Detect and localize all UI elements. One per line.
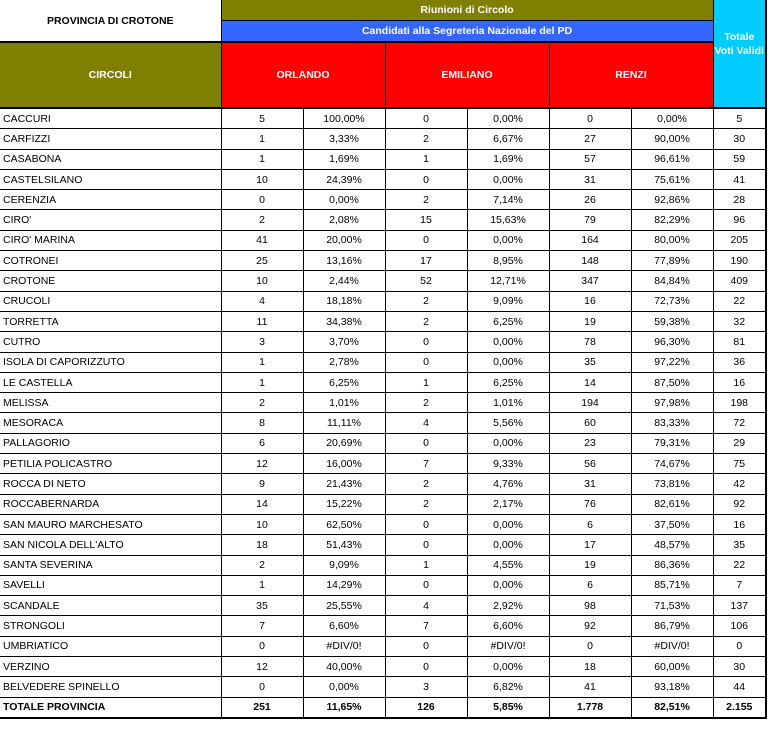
circolo-name: CUTRO [0,332,221,352]
table-row [0,311,766,331]
total-valid-votes-header: Totale Voti Validi [713,0,766,108]
circolo-name: ROCCABERNARDA [0,494,221,514]
renzi-votes: 148 [549,251,631,271]
renzi-votes: 0 [549,108,631,129]
emiliano-percent: 6,67% [467,129,549,149]
total-valid-votes: 106 [713,616,766,636]
renzi-percent: 74,67% [631,454,713,474]
orlando-percent: 1,01% [303,393,385,413]
total-valid-votes: 16 [713,514,766,534]
orlando-votes: 9 [221,474,303,494]
total-valid-votes: 96 [713,210,766,230]
emiliano-percent: 0,00% [467,108,549,129]
renzi-percent: 72,73% [631,291,713,311]
orlando-percent: 2,08% [303,210,385,230]
orlando-votes: 0 [221,190,303,210]
emiliano-percent: 9,09% [467,291,549,311]
circolo-name: CASABONA [0,149,221,169]
circolo-name: CACCURI [0,108,221,129]
orlando-percent: 2,78% [303,352,385,372]
table-row [0,413,766,433]
orlando-votes: 1 [221,575,303,595]
orlando-percent: 6,60% [303,616,385,636]
emiliano-votes: 3 [385,677,467,697]
table-row [0,149,766,169]
emiliano-votes: 7 [385,616,467,636]
renzi-percent: 37,50% [631,514,713,534]
renzi-votes: 6 [549,575,631,595]
total-valid-votes: 30 [713,657,766,677]
orlando-percent: 1,69% [303,149,385,169]
renzi-votes: 92 [549,616,631,636]
orlando-percent: 18,18% [303,291,385,311]
emiliano-percent: 6,82% [467,677,549,697]
orlando-percent: 3,33% [303,129,385,149]
circolo-name: CRUCOLI [0,291,221,311]
renzi-percent: 77,89% [631,251,713,271]
emiliano-percent: 0,00% [467,433,549,453]
orlando-percent: 34,38% [303,311,385,331]
orlando-percent: #DIV/0! [303,636,385,656]
total-valid-votes: 44 [713,677,766,697]
circolo-name: BELVEDERE SPINELLO [0,677,221,697]
total-valid-votes: 28 [713,190,766,210]
emiliano-percent: 0,00% [467,575,549,595]
table-row [0,271,766,291]
orlando-votes: 2 [221,393,303,413]
table-row [0,169,766,189]
orlando-votes: 18 [221,535,303,555]
emiliano-votes: 1 [385,372,467,392]
orlando-votes: 0 [221,677,303,697]
emiliano-votes: 0 [385,636,467,656]
renzi-votes: 6 [549,514,631,534]
orlando-percent: 13,16% [303,251,385,271]
orlando-percent: 15,22% [303,494,385,514]
renzi-percent: 86,79% [631,616,713,636]
emiliano-percent: 1,01% [467,393,549,413]
candidate-header-renzi: RENZI [549,42,713,108]
candidate-header-emiliano: EMILIANO [385,42,549,108]
circolo-name: STRONGOLI [0,616,221,636]
orlando-votes: 1 [221,352,303,372]
emiliano-votes: 2 [385,393,467,413]
table-row [0,677,766,697]
emiliano-votes: 0 [385,169,467,189]
circolo-name: TOTALE PROVINCIA [0,697,221,718]
table-row [0,352,766,372]
total-valid-votes: 72 [713,413,766,433]
renzi-votes: 31 [549,169,631,189]
table-row [0,657,766,677]
total-valid-votes: 0 [713,636,766,656]
renzi-votes: 41 [549,677,631,697]
renzi-votes: 19 [549,311,631,331]
renzi-percent: 59,38% [631,311,713,331]
emiliano-votes: 52 [385,271,467,291]
renzi-percent: 90,00% [631,129,713,149]
renzi-percent: 84,84% [631,271,713,291]
orlando-percent: 11,65% [303,697,385,718]
province-title: PROVINCIA DI CROTONE [0,0,221,42]
emiliano-votes: 17 [385,251,467,271]
orlando-votes: 12 [221,657,303,677]
orlando-votes: 10 [221,271,303,291]
renzi-percent: 82,51% [631,697,713,718]
renzi-percent: 82,29% [631,210,713,230]
emiliano-votes: 2 [385,291,467,311]
emiliano-percent: 0,00% [467,657,549,677]
renzi-percent: 83,33% [631,413,713,433]
total-valid-votes: 35 [713,535,766,555]
circolo-name: CASTELSILANO [0,169,221,189]
orlando-votes: 1 [221,372,303,392]
emiliano-percent: 6,25% [467,311,549,331]
renzi-percent: 97,22% [631,352,713,372]
emiliano-percent: 4,76% [467,474,549,494]
renzi-votes: 1.778 [549,697,631,718]
total-valid-votes: 190 [713,251,766,271]
emiliano-percent: 0,00% [467,352,549,372]
renzi-votes: 31 [549,474,631,494]
renzi-votes: 98 [549,596,631,616]
emiliano-percent: 5,85% [467,697,549,718]
renzi-percent: 96,30% [631,332,713,352]
renzi-percent: 85,71% [631,575,713,595]
table-row [0,251,766,271]
table-row [0,474,766,494]
orlando-percent: 3,70% [303,332,385,352]
orlando-votes: 10 [221,169,303,189]
emiliano-votes: 0 [385,108,467,129]
emiliano-votes: 0 [385,332,467,352]
orlando-percent: 20,69% [303,433,385,453]
renzi-votes: 78 [549,332,631,352]
circolo-name: MESORACA [0,413,221,433]
circolo-name: COTRONEI [0,251,221,271]
renzi-votes: 56 [549,454,631,474]
table-row [0,616,766,636]
circolo-name: LE CASTELLA [0,372,221,392]
renzi-votes: 27 [549,129,631,149]
emiliano-votes: 0 [385,535,467,555]
emiliano-votes: 4 [385,413,467,433]
total-valid-votes: 2.155 [713,697,766,718]
orlando-votes: 2 [221,210,303,230]
total-valid-votes: 7 [713,575,766,595]
orlando-votes: 8 [221,413,303,433]
emiliano-percent: 0,00% [467,332,549,352]
orlando-percent: 51,43% [303,535,385,555]
emiliano-votes: 0 [385,433,467,453]
circolo-name: SAN NICOLA DELL'ALTO [0,535,221,555]
circolo-name: ISOLA DI CAPORIZZUTO [0,352,221,372]
total-valid-votes: 41 [713,169,766,189]
renzi-votes: 79 [549,210,631,230]
renzi-votes: 194 [549,393,631,413]
renzi-votes: 26 [549,190,631,210]
renzi-percent: 75,61% [631,169,713,189]
renzi-percent: 0,00% [631,108,713,129]
emiliano-votes: 2 [385,474,467,494]
table-row [0,575,766,595]
total-valid-votes: 75 [713,454,766,474]
table-row [0,454,766,474]
total-valid-votes: 30 [713,129,766,149]
total-valid-votes: 409 [713,271,766,291]
total-valid-votes: 198 [713,393,766,413]
orlando-percent: 25,55% [303,596,385,616]
emiliano-percent: 6,25% [467,372,549,392]
orlando-votes: 1 [221,129,303,149]
emiliano-votes: 7 [385,454,467,474]
table-row [0,433,766,453]
orlando-votes: 4 [221,291,303,311]
total-valid-votes: 29 [713,433,766,453]
total-valid-votes: 42 [713,474,766,494]
emiliano-votes: 2 [385,190,467,210]
orlando-votes: 7 [221,616,303,636]
emiliano-votes: 1 [385,149,467,169]
table-row [0,514,766,534]
emiliano-percent: 5,56% [467,413,549,433]
renzi-votes: 19 [549,555,631,575]
circoli-header: CIRCOLI [0,42,221,108]
orlando-votes: 251 [221,697,303,718]
renzi-votes: 76 [549,494,631,514]
circolo-name: SANTA SEVERINA [0,555,221,575]
orlando-percent: 9,09% [303,555,385,575]
renzi-percent: 82,61% [631,494,713,514]
emiliano-percent: 0,00% [467,514,549,534]
renzi-percent: 86,36% [631,555,713,575]
emiliano-votes: 1 [385,555,467,575]
table-row [0,636,766,656]
orlando-votes: 41 [221,230,303,250]
table-row [0,291,766,311]
total-row [0,697,766,718]
emiliano-percent: 0,00% [467,169,549,189]
emiliano-percent: 0,00% [467,535,549,555]
table-row [0,555,766,575]
orlando-votes: 10 [221,514,303,534]
orlando-percent: 40,00% [303,657,385,677]
orlando-percent: 2,44% [303,271,385,291]
renzi-percent: 92,86% [631,190,713,210]
circolo-name: UMBRIATICO [0,636,221,656]
orlando-votes: 0 [221,636,303,656]
table-row [0,494,766,514]
candidates-title: Candidati alla Segreteria Nazionale del PD [221,21,713,43]
orlando-votes: 2 [221,555,303,575]
emiliano-percent: 12,71% [467,271,549,291]
circolo-name: SAN MAURO MARCHESATO [0,514,221,534]
orlando-votes: 1 [221,149,303,169]
emiliano-percent: 7,14% [467,190,549,210]
total-valid-votes: 32 [713,311,766,331]
table-row [0,535,766,555]
table-row [0,372,766,392]
emiliano-percent: 2,92% [467,596,549,616]
emiliano-votes: 0 [385,352,467,372]
emiliano-votes: 0 [385,514,467,534]
emiliano-votes: 2 [385,311,467,331]
emiliano-percent: 2,17% [467,494,549,514]
orlando-votes: 25 [221,251,303,271]
emiliano-votes: 2 [385,129,467,149]
total-valid-votes: 16 [713,372,766,392]
orlando-votes: 11 [221,311,303,331]
table-row [0,393,766,413]
emiliano-votes: 126 [385,697,467,718]
emiliano-votes: 4 [385,596,467,616]
orlando-votes: 6 [221,433,303,453]
renzi-percent: 71,53% [631,596,713,616]
total-valid-votes: 92 [713,494,766,514]
orlando-percent: 62,50% [303,514,385,534]
emiliano-percent: 8,95% [467,251,549,271]
table-row [0,210,766,230]
table-body [0,108,766,718]
circolo-name: CARFIZZI [0,129,221,149]
circolo-name: ROCCA DI NETO [0,474,221,494]
emiliano-percent: 15,63% [467,210,549,230]
orlando-votes: 35 [221,596,303,616]
emiliano-votes: 15 [385,210,467,230]
circolo-name: PETILIA POLICASTRO [0,454,221,474]
orlando-percent: 11,11% [303,413,385,433]
renzi-votes: 60 [549,413,631,433]
orlando-percent: 100,00% [303,108,385,129]
orlando-votes: 5 [221,108,303,129]
table-row [0,332,766,352]
emiliano-votes: 2 [385,494,467,514]
circolo-name: CROTONE [0,271,221,291]
total-valid-votes: 5 [713,108,766,129]
total-valid-votes: 81 [713,332,766,352]
renzi-percent: 96,61% [631,149,713,169]
renzi-percent: 48,57% [631,535,713,555]
renzi-votes: 14 [549,372,631,392]
circolo-name: SAVELLI [0,575,221,595]
circolo-name: CERENZIA [0,190,221,210]
orlando-percent: 16,00% [303,454,385,474]
renzi-votes: 57 [549,149,631,169]
meeting-title: Riunioni di Circolo [221,0,713,21]
orlando-percent: 20,00% [303,230,385,250]
total-valid-votes: 205 [713,230,766,250]
candidate-header-orlando: ORLANDO [221,42,385,108]
emiliano-percent: 1,69% [467,149,549,169]
circolo-name: SCANDALE [0,596,221,616]
circolo-name: CIRO' MARINA [0,230,221,250]
emiliano-percent: 4,55% [467,555,549,575]
total-valid-votes: 22 [713,555,766,575]
total-valid-votes: 137 [713,596,766,616]
renzi-percent: 60,00% [631,657,713,677]
circolo-name: TORRETTA [0,311,221,331]
circolo-name: VERZINO [0,657,221,677]
table-row [0,108,766,129]
renzi-percent: 93,18% [631,677,713,697]
emiliano-percent: 0,00% [467,230,549,250]
emiliano-votes: 0 [385,657,467,677]
orlando-votes: 12 [221,454,303,474]
table-row [0,190,766,210]
renzi-votes: 0 [549,636,631,656]
total-valid-votes: 22 [713,291,766,311]
table-row [0,129,766,149]
renzi-votes: 17 [549,535,631,555]
orlando-percent: 6,25% [303,372,385,392]
orlando-votes: 3 [221,332,303,352]
table-row [0,596,766,616]
renzi-votes: 164 [549,230,631,250]
circolo-name: CIRO' [0,210,221,230]
emiliano-percent: 9,33% [467,454,549,474]
orlando-percent: 21,43% [303,474,385,494]
total-valid-votes: 59 [713,149,766,169]
renzi-votes: 35 [549,352,631,372]
orlando-percent: 0,00% [303,190,385,210]
orlando-percent: 0,00% [303,677,385,697]
orlando-percent: 24,39% [303,169,385,189]
renzi-percent: 80,00% [631,230,713,250]
emiliano-percent: 6,60% [467,616,549,636]
renzi-votes: 16 [549,291,631,311]
emiliano-percent: #DIV/0! [467,636,549,656]
renzi-percent: 87,50% [631,372,713,392]
table-row [0,230,766,250]
total-valid-votes: 36 [713,352,766,372]
renzi-votes: 23 [549,433,631,453]
renzi-votes: 18 [549,657,631,677]
renzi-percent: 79,31% [631,433,713,453]
renzi-percent: #DIV/0! [631,636,713,656]
emiliano-votes: 0 [385,575,467,595]
renzi-percent: 97,98% [631,393,713,413]
circolo-name: MELISSA [0,393,221,413]
orlando-votes: 14 [221,494,303,514]
renzi-percent: 73,81% [631,474,713,494]
emiliano-votes: 0 [385,230,467,250]
renzi-votes: 347 [549,271,631,291]
circolo-name: PALLAGORIO [0,433,221,453]
orlando-percent: 14,29% [303,575,385,595]
